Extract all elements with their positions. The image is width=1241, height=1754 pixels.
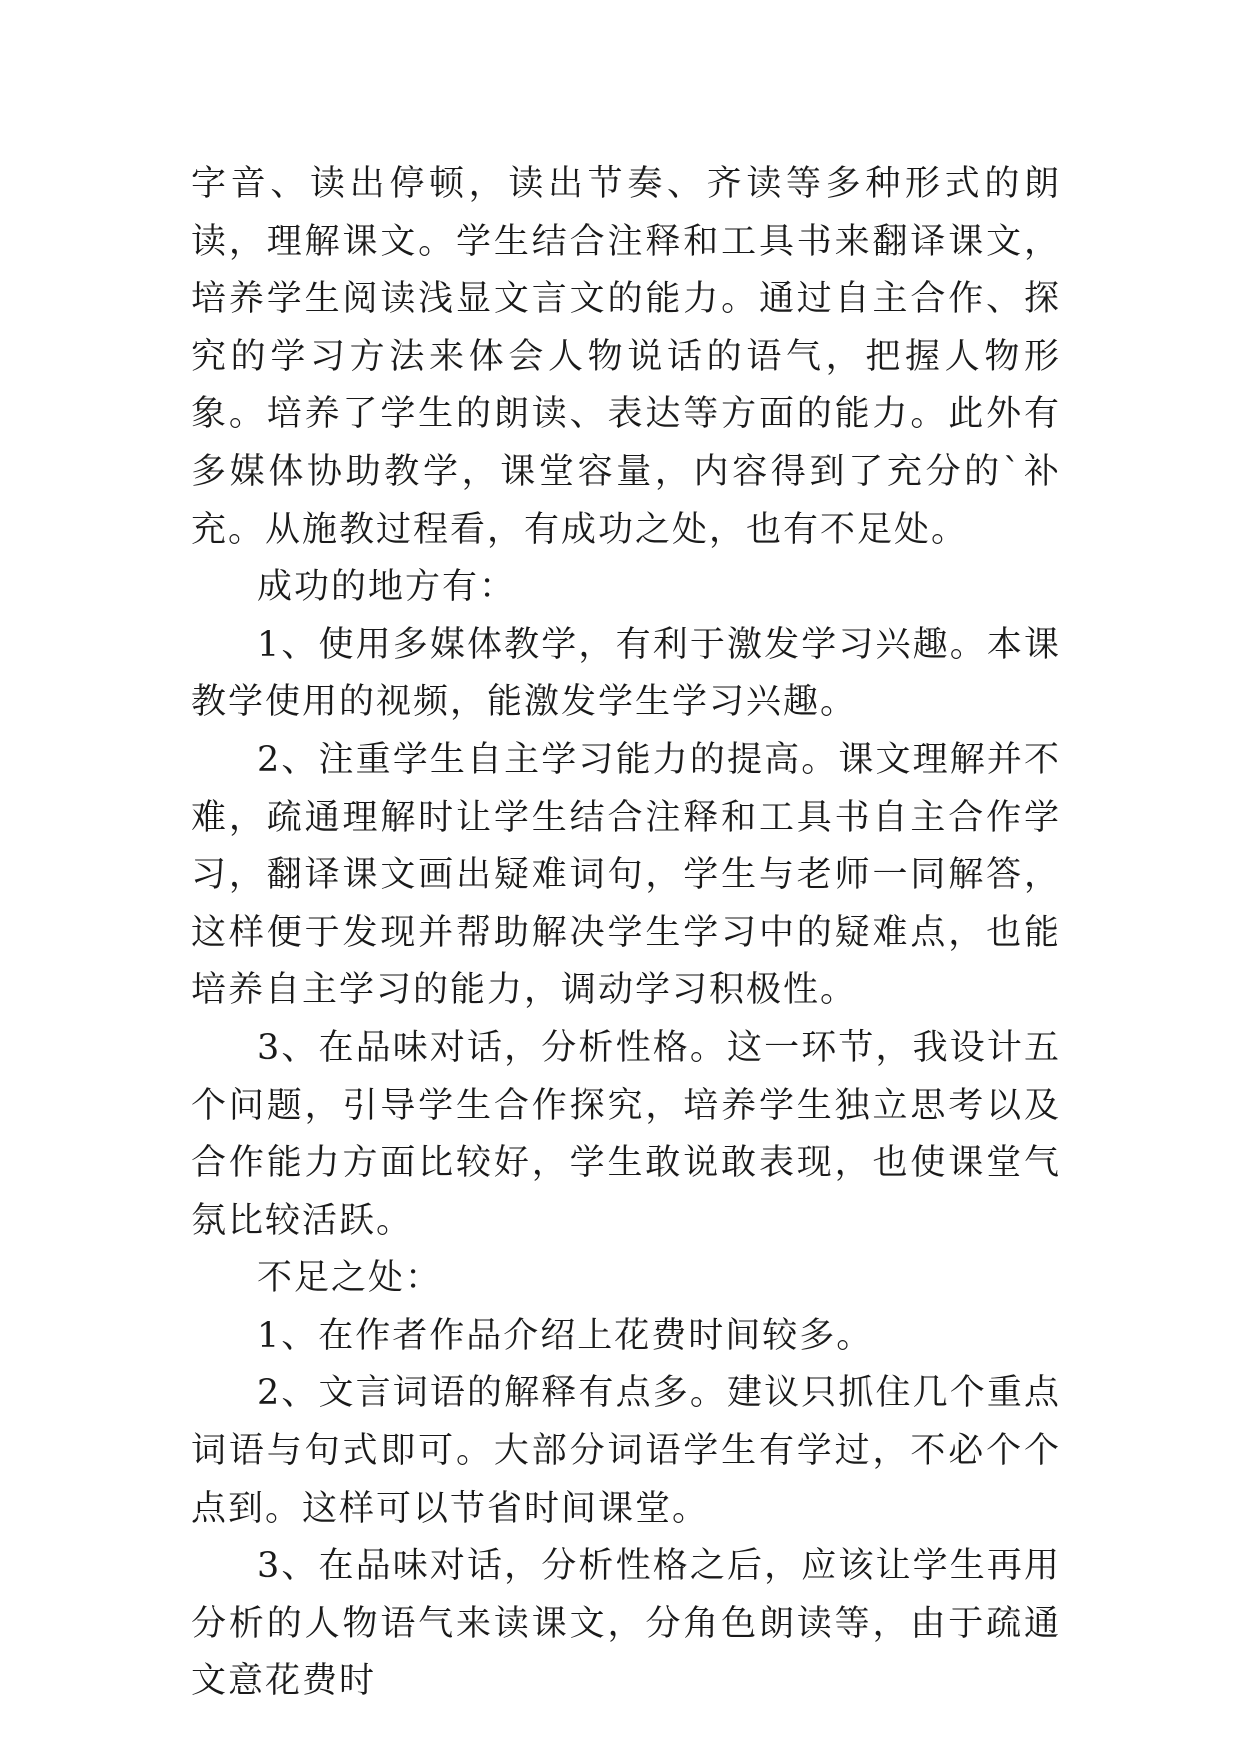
- heading-successes: 成功的地方有：: [257, 567, 517, 608]
- heading-shortcomings: 不足之处：: [257, 1258, 443, 1299]
- shortcoming-item-3: 3、在品味对话，分析性格之后，应该让学生再用分析的人物语气来读课文，分角色朗读等，由于疏通文意花费时: [191, 1546, 1061, 1702]
- shortcoming-item-1: 1、在作者作品介绍上花费时间较多。: [257, 1315, 874, 1356]
- paragraph-continuation: 字音、读出停顿，读出节奏、齐读等多种形式的朗读，理解课文。学生结合注释和工具书来翻译课文，培养学生阅读浅显文言文的能力。通过自主合作、探究的学习方法来体会人物说话的语气，把握人物形象。培养了学生的朗读、表达等方面的能力。此外有多媒体协助教学，课堂容量，内容得到了充分的`补充。从施教过程看，有成功之处，也有不足处。: [191, 164, 1061, 550]
- success-item-2: 2、注重学生自主学习能力的提高。课文理解并不难，疏通理解时让学生结合注释和工具书自主合作学习，翻译课文画出疑难词句，学生与老师一同解答，这样便于发现并帮助解决学生学习中的疑难点，也能培养自主学习的能力，调动学习积极性。: [191, 739, 1061, 1011]
- success-item-3: 3、在品味对话，分析性格。这一环节，我设计五个问题，引导学生合作探究，培养学生独立思考以及合作能力方面比较好，学生敢说敢表现，也使课堂气氛比较活跃。: [191, 1027, 1061, 1241]
- document-body: [191, 156, 1061, 1711]
- success-item-1: 1、使用多媒体教学，有利于激发学习兴趣。本课教学使用的视频，能激发学生学习兴趣。: [191, 624, 1061, 723]
- shortcoming-item-2: 2、文言词语的解释有点多。建议只抓住几个重点词语与句式即可。大部分词语学生有学过，不必个个点到。这样可以节省时间课堂。: [191, 1373, 1061, 1529]
